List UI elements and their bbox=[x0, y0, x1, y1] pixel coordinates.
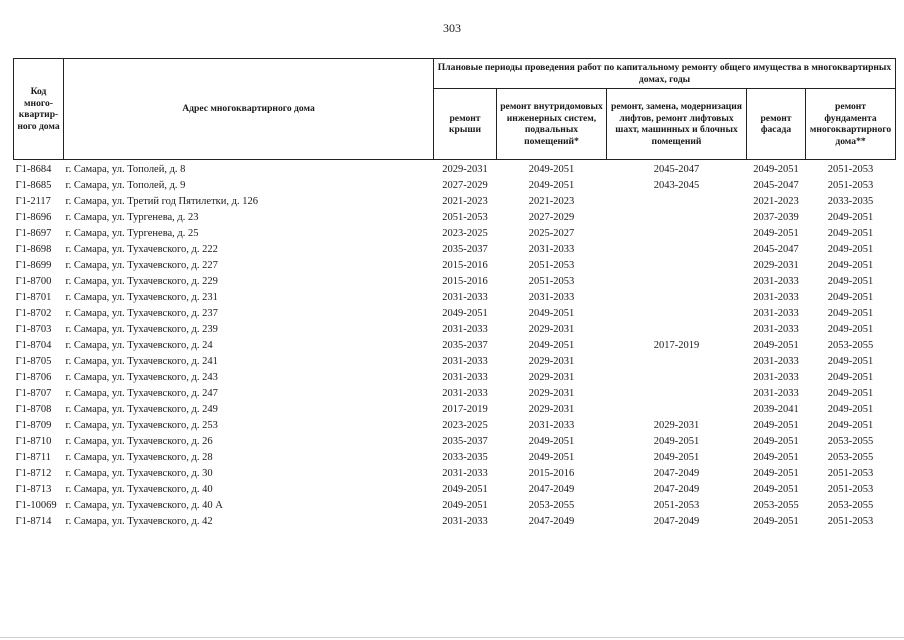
header-periods: Плановые периоды проведения работ по капитальному ремонту общего имущества в многоквартирных домах, годы bbox=[434, 59, 896, 89]
table-row bbox=[14, 210, 896, 226]
cell-address: г. Самара, ул. Третий год Пятилетки, д. 126 bbox=[65, 196, 258, 207]
cell-elevators bbox=[607, 386, 747, 402]
cell-engineering: 2031-2033 bbox=[528, 244, 575, 255]
cell-engineering: 2047-2049 bbox=[528, 516, 575, 527]
cell-address: г. Самара, ул. Тополей, д. 8 bbox=[65, 164, 186, 175]
cell-code: Г1-8700 bbox=[15, 276, 52, 287]
cell-elevators bbox=[607, 354, 747, 370]
cell-engineering: 2031-2033 bbox=[528, 292, 575, 303]
table-row bbox=[14, 226, 896, 242]
cell-engineering: 2031-2033 bbox=[528, 420, 575, 431]
cell-code: Г1-2117 bbox=[15, 196, 51, 207]
cell-foundation: 2049-2051 bbox=[827, 260, 874, 271]
table-row bbox=[14, 306, 896, 322]
table-row bbox=[14, 322, 896, 338]
header-foundation: ремонт фундамента многоквартирного дома** bbox=[806, 89, 896, 160]
cell-elevators: 2043-2045 bbox=[653, 180, 700, 191]
cell-facade: 2049-2051 bbox=[753, 436, 799, 447]
cell-facade: 2049-2051 bbox=[753, 484, 799, 495]
cell-foundation: 2049-2051 bbox=[827, 324, 874, 335]
cell-address: г. Самара, ул. Тополей, д. 9 bbox=[65, 180, 186, 191]
cell-elevators bbox=[607, 274, 747, 290]
cell-code: Г1-8707 bbox=[15, 388, 52, 399]
table-row bbox=[14, 194, 896, 210]
cell-elevators bbox=[607, 242, 747, 258]
cell-code: Г1-8710 bbox=[15, 436, 52, 447]
cell-code: Г1-8706 bbox=[15, 372, 52, 383]
cell-address: г. Самара, ул. Тухачевского, д. 24 bbox=[65, 340, 213, 351]
cell-engineering: 2049-2051 bbox=[528, 436, 575, 447]
cell-address: г. Самара, ул. Тухачевского, д. 253 bbox=[65, 420, 218, 431]
cell-roof: 2031-2033 bbox=[442, 388, 488, 399]
cell-roof: 2023-2025 bbox=[442, 228, 488, 239]
cell-foundation: 2053-2055 bbox=[827, 500, 874, 511]
header-engineering: ремонт внутридомовых инженерных систем, подвальных помещений* bbox=[497, 89, 607, 160]
cell-address: г. Самара, ул. Тухачевского, д. 28 bbox=[65, 452, 213, 463]
cell-roof: 2035-2037 bbox=[442, 436, 488, 447]
cell-engineering: 2027-2029 bbox=[528, 212, 575, 223]
cell-foundation: 2049-2051 bbox=[827, 404, 874, 415]
cell-foundation: 2051-2053 bbox=[827, 468, 874, 479]
cell-address: г. Самара, ул. Тухачевского, д. 227 bbox=[65, 260, 218, 271]
table-row bbox=[14, 386, 896, 402]
table-row bbox=[14, 274, 896, 290]
cell-foundation: 2049-2051 bbox=[827, 388, 874, 399]
cell-facade: 2045-2047 bbox=[753, 180, 799, 191]
cell-engineering: 2015-2016 bbox=[528, 468, 575, 479]
cell-foundation: 2051-2053 bbox=[827, 484, 874, 495]
cell-facade: 2049-2051 bbox=[753, 452, 799, 463]
cell-address: г. Самара, ул. Тухачевского, д. 222 bbox=[65, 244, 218, 255]
cell-engineering: 2049-2051 bbox=[528, 180, 575, 191]
table-row bbox=[14, 402, 896, 418]
cell-elevators: 2047-2049 bbox=[653, 468, 700, 479]
cell-address: г. Самара, ул. Тухачевского, д. 247 bbox=[65, 388, 218, 399]
cell-engineering: 2029-2031 bbox=[528, 356, 575, 367]
table-row bbox=[14, 290, 896, 306]
cell-foundation: 2051-2053 bbox=[827, 180, 874, 191]
cell-roof: 2031-2033 bbox=[442, 516, 488, 527]
cell-address: г. Самара, ул. Тухачевского, д. 239 bbox=[65, 324, 218, 335]
cell-address: г. Самара, ул. Тухачевского, д. 229 bbox=[65, 276, 218, 287]
cell-facade: 2037-2039 bbox=[753, 212, 799, 223]
cell-code: Г1-8705 bbox=[15, 356, 52, 367]
table-body bbox=[14, 160, 896, 531]
cell-address: г. Самара, ул. Тухачевского, д. 237 bbox=[65, 308, 218, 319]
cell-foundation: 2049-2051 bbox=[827, 212, 874, 223]
table-row bbox=[14, 242, 896, 258]
header-code: Код много-квартир-ного дома bbox=[14, 59, 64, 160]
cell-facade: 2049-2051 bbox=[753, 468, 799, 479]
cell-roof: 2051-2053 bbox=[442, 212, 488, 223]
cell-elevators bbox=[607, 194, 747, 210]
page-number: 303 bbox=[443, 21, 461, 35]
cell-address: г. Самара, ул. Тухачевского, д. 30 bbox=[65, 468, 213, 479]
cell-elevators: 2049-2051 bbox=[653, 452, 700, 463]
cell-facade: 2031-2033 bbox=[753, 292, 799, 303]
header-elevators: ремонт, замена, модернизация лифтов, ремонт лифтовых шахт, машинных и блочных помещений bbox=[607, 89, 747, 160]
cell-address: г. Самара, ул. Тургенева, д. 23 bbox=[65, 212, 199, 223]
header-address: Адрес многоквартирного дома bbox=[64, 59, 434, 160]
table-row bbox=[14, 258, 896, 274]
cell-roof: 2031-2033 bbox=[442, 372, 488, 383]
cell-code: Г1-8701 bbox=[15, 292, 52, 303]
table-row bbox=[14, 418, 896, 434]
cell-roof: 2023-2025 bbox=[442, 420, 488, 431]
cell-engineering: 2049-2051 bbox=[528, 308, 575, 319]
cell-elevators: 2017-2019 bbox=[653, 340, 700, 351]
table-row bbox=[14, 514, 896, 530]
table-row bbox=[14, 450, 896, 466]
cell-code: Г1-8712 bbox=[15, 468, 52, 479]
cell-engineering: 2029-2031 bbox=[528, 404, 575, 415]
cell-elevators: 2029-2031 bbox=[653, 420, 700, 431]
cell-elevators bbox=[607, 402, 747, 418]
cell-facade: 2045-2047 bbox=[753, 244, 799, 255]
table-row bbox=[14, 338, 896, 354]
bottom-edge-line bbox=[0, 637, 904, 638]
cell-facade: 2039-2041 bbox=[753, 404, 799, 415]
cell-code: Г1-8697 bbox=[15, 228, 52, 239]
cell-roof: 2033-2035 bbox=[442, 452, 488, 463]
cell-foundation: 2049-2051 bbox=[827, 420, 874, 431]
cell-code: Г1-8713 bbox=[15, 484, 52, 495]
cell-address: г. Самара, ул. Тухачевского, д. 26 bbox=[65, 436, 213, 447]
table-row bbox=[14, 160, 896, 179]
cell-elevators bbox=[607, 226, 747, 242]
cell-roof: 2035-2037 bbox=[442, 340, 488, 351]
header-roof: ремонт крыши bbox=[434, 89, 497, 160]
cell-engineering: 2021-2023 bbox=[528, 196, 575, 207]
cell-code: Г1-8711 bbox=[15, 452, 51, 463]
cell-elevators: 2051-2053 bbox=[653, 500, 700, 511]
cell-facade: 2021-2023 bbox=[753, 196, 799, 207]
cell-foundation: 2049-2051 bbox=[827, 292, 874, 303]
cell-facade: 2053-2055 bbox=[753, 500, 799, 511]
repair-schedule-table bbox=[13, 58, 896, 530]
cell-roof: 2017-2019 bbox=[442, 404, 488, 415]
cell-code: Г1-8699 bbox=[15, 260, 52, 271]
cell-code: Г1-8684 bbox=[15, 164, 52, 175]
cell-elevators: 2045-2047 bbox=[653, 164, 700, 175]
cell-roof: 2015-2016 bbox=[442, 260, 488, 271]
cell-code: Г1-8714 bbox=[15, 516, 52, 527]
table-row bbox=[14, 498, 896, 514]
cell-roof: 2029-2031 bbox=[442, 164, 488, 175]
cell-engineering: 2049-2051 bbox=[528, 452, 575, 463]
cell-elevators: 2049-2051 bbox=[653, 436, 700, 447]
cell-engineering: 2051-2053 bbox=[528, 260, 575, 271]
cell-elevators bbox=[607, 290, 747, 306]
cell-elevators bbox=[607, 258, 747, 274]
cell-address: г. Самара, ул. Тухачевского, д. 231 bbox=[65, 292, 218, 303]
cell-foundation: 2049-2051 bbox=[827, 308, 874, 319]
cell-facade: 2049-2051 bbox=[753, 340, 799, 351]
cell-facade: 2049-2051 bbox=[753, 164, 799, 175]
cell-foundation: 2049-2051 bbox=[827, 228, 874, 239]
cell-code: Г1-8702 bbox=[15, 308, 52, 319]
cell-code: Г1-8708 bbox=[15, 404, 52, 415]
cell-code: Г1-10069 bbox=[15, 500, 57, 511]
cell-foundation: 2051-2053 bbox=[827, 516, 874, 527]
cell-elevators bbox=[607, 322, 747, 338]
cell-address: г. Самара, ул. Тухачевского, д. 241 bbox=[65, 356, 218, 367]
table-row bbox=[14, 370, 896, 386]
cell-code: Г1-8704 bbox=[15, 340, 52, 351]
cell-roof: 2031-2033 bbox=[442, 324, 488, 335]
cell-engineering: 2029-2031 bbox=[528, 324, 575, 335]
cell-address: г. Самара, ул. Тухачевского, д. 40 bbox=[65, 484, 213, 495]
cell-address: г. Самара, ул. Тухачевского, д. 40 А bbox=[65, 500, 223, 511]
cell-foundation: 2053-2055 bbox=[827, 452, 874, 463]
cell-foundation: 2051-2053 bbox=[827, 164, 874, 175]
cell-code: Г1-8696 bbox=[15, 212, 52, 223]
cell-facade: 2031-2033 bbox=[753, 276, 799, 287]
cell-roof: 2049-2051 bbox=[442, 308, 488, 319]
cell-foundation: 2049-2051 bbox=[827, 244, 874, 255]
cell-elevators: 2047-2049 bbox=[653, 516, 700, 527]
cell-engineering: 2025-2027 bbox=[528, 228, 575, 239]
cell-foundation: 2053-2055 bbox=[827, 436, 874, 447]
cell-roof: 2027-2029 bbox=[442, 180, 488, 191]
table-row bbox=[14, 482, 896, 498]
cell-engineering: 2029-2031 bbox=[528, 372, 575, 383]
cell-roof: 2049-2051 bbox=[442, 500, 488, 511]
cell-engineering: 2029-2031 bbox=[528, 388, 575, 399]
header-facade: ремонт фасада bbox=[747, 89, 806, 160]
cell-elevators bbox=[607, 210, 747, 226]
cell-engineering: 2049-2051 bbox=[528, 340, 575, 351]
cell-facade: 2031-2033 bbox=[753, 324, 799, 335]
cell-foundation: 2053-2055 bbox=[827, 340, 874, 351]
cell-address: г. Самара, ул. Тухачевского, д. 243 bbox=[65, 372, 218, 383]
cell-facade: 2031-2033 bbox=[753, 356, 799, 367]
cell-roof: 2031-2033 bbox=[442, 292, 488, 303]
table-row bbox=[14, 354, 896, 370]
cell-foundation: 2049-2051 bbox=[827, 276, 874, 287]
cell-code: Г1-8685 bbox=[15, 180, 52, 191]
cell-address: г. Самара, ул. Тухачевского, д. 42 bbox=[65, 516, 213, 527]
table-row bbox=[14, 178, 896, 194]
cell-address: г. Самара, ул. Тургенева, д. 25 bbox=[65, 228, 199, 239]
cell-facade: 2049-2051 bbox=[753, 516, 799, 527]
cell-facade: 2049-2051 bbox=[753, 420, 799, 431]
table-row bbox=[14, 434, 896, 450]
cell-roof: 2021-2023 bbox=[442, 196, 488, 207]
cell-code: Г1-8703 bbox=[15, 324, 52, 335]
cell-engineering: 2051-2053 bbox=[528, 276, 575, 287]
cell-foundation: 2033-2035 bbox=[827, 196, 874, 207]
cell-elevators bbox=[607, 306, 747, 322]
cell-engineering: 2053-2055 bbox=[528, 500, 575, 511]
cell-foundation: 2049-2051 bbox=[827, 372, 874, 383]
cell-address: г. Самара, ул. Тухачевского, д. 249 bbox=[65, 404, 218, 415]
cell-facade: 2031-2033 bbox=[753, 372, 799, 383]
cell-engineering: 2049-2051 bbox=[528, 164, 575, 175]
cell-roof: 2031-2033 bbox=[442, 468, 488, 479]
cell-facade: 2031-2033 bbox=[753, 308, 799, 319]
cell-code: Г1-8709 bbox=[15, 420, 52, 431]
cell-facade: 2029-2031 bbox=[753, 260, 799, 271]
table-row bbox=[14, 466, 896, 482]
cell-roof: 2035-2037 bbox=[442, 244, 488, 255]
cell-elevators bbox=[607, 370, 747, 386]
cell-foundation: 2049-2051 bbox=[827, 356, 874, 367]
cell-facade: 2049-2051 bbox=[753, 228, 799, 239]
cell-elevators: 2047-2049 bbox=[653, 484, 700, 495]
cell-roof: 2031-2033 bbox=[442, 356, 488, 367]
cell-roof: 2015-2016 bbox=[442, 276, 488, 287]
cell-roof: 2049-2051 bbox=[442, 484, 488, 495]
cell-code: Г1-8698 bbox=[15, 244, 52, 255]
cell-facade: 2031-2033 bbox=[753, 388, 799, 399]
cell-engineering: 2047-2049 bbox=[528, 484, 575, 495]
